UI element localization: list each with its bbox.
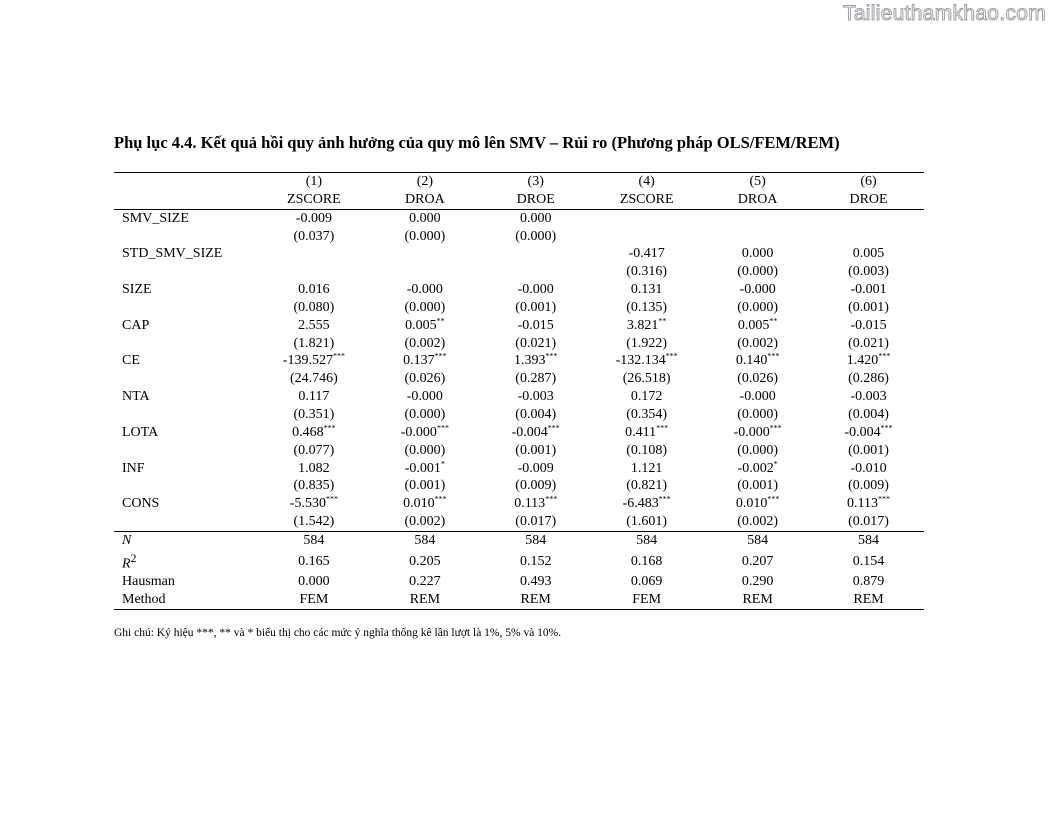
stat-label-superscript: 2: [130, 551, 137, 565]
standard-error-cell: (0.287): [515, 371, 557, 387]
variable-label: CE: [122, 353, 140, 369]
stderr-row: [114, 442, 924, 460]
coefficient-cell: [702, 209, 813, 227]
coefficient-value: -0.015: [850, 317, 887, 333]
stderr-row: [114, 228, 924, 246]
header-dependent-var: DROA: [369, 191, 480, 209]
coefficient-cell: [480, 281, 591, 299]
coefficient-cell: [702, 495, 813, 513]
coefficient-cell: [591, 317, 702, 335]
standard-error-cell: (0.026): [737, 371, 779, 387]
blank-label: [114, 513, 258, 531]
coefficient-cell: [591, 495, 702, 513]
coefficient-cell: [813, 460, 924, 478]
standard-error-cell: (0.001): [848, 442, 889, 458]
coef-row: [114, 352, 924, 370]
standard-error-cell: (1.821): [293, 335, 335, 351]
coefficient-value: -0.009: [295, 210, 332, 226]
stat-row: [114, 591, 924, 609]
coefficient-value: -0.000: [739, 389, 776, 405]
stat-value: 584: [369, 531, 480, 549]
stat-value: FEM: [258, 591, 369, 609]
variable-label: LOTA: [122, 424, 159, 440]
stat-value: 0.000: [298, 574, 330, 590]
coef-row: [114, 388, 924, 406]
coefficient-cell: [258, 245, 369, 263]
coefficient-value: -0.417: [628, 246, 665, 262]
standard-error-cell: (0.000): [404, 442, 446, 458]
stat-value: 584: [813, 531, 924, 549]
coefficient-cell: [480, 424, 591, 442]
standard-error-cell: [591, 228, 702, 246]
standard-error-cell: (0.000): [515, 228, 557, 244]
coefficient-value: 1.393: [513, 353, 546, 369]
header-col-number: (5): [702, 173, 813, 191]
coefficient-cell: [369, 317, 480, 335]
stat-value: REM: [813, 591, 924, 609]
header-blank: [114, 173, 258, 191]
stat-value: 0.227: [409, 574, 441, 590]
header-row-vars: [114, 191, 924, 209]
coefficient-cell: [591, 388, 702, 406]
coefficient-value: 0.000: [519, 210, 552, 226]
standard-error-cell: (0.037): [293, 228, 335, 244]
stat-value: 0.493: [519, 574, 552, 590]
significance-stars: ***: [656, 423, 669, 433]
standard-error-cell: (0.351): [293, 406, 335, 422]
blank-label: [114, 370, 258, 388]
standard-error-cell: (24.746): [289, 371, 338, 387]
stat-row: [114, 531, 924, 549]
significance-stars: ***: [878, 351, 891, 361]
blank-label: [114, 299, 258, 317]
coefficient-cell: [369, 209, 480, 227]
significance-stars: ***: [665, 351, 678, 361]
stat-value: 0.290: [741, 574, 774, 590]
standard-error-cell: (0.003): [848, 264, 889, 280]
coefficient-value: -132.134: [615, 353, 666, 369]
stat-value: 0.152: [519, 553, 552, 569]
standard-error-cell: [480, 263, 591, 281]
standard-error-cell: (0.002): [404, 514, 446, 530]
standard-error-cell: [369, 263, 480, 281]
coefficient-cell: [480, 388, 591, 406]
coefficient-value: -0.000: [400, 424, 437, 440]
coefficient-value: -0.009: [517, 460, 554, 476]
standard-error-cell: (0.821): [626, 478, 668, 494]
coefficient-value: 1.121: [630, 460, 663, 476]
significance-stars: ***: [767, 494, 780, 504]
stat-label: [114, 591, 258, 609]
stat-row: [114, 573, 924, 591]
appendix-title: Phụ lục 4.4. Kết quả hồi quy ảnh hưởng của quy mô lên SMV – Rủi ro (Phương pháp OLS/FEM/REM): [114, 133, 840, 152]
coefficient-cell: [813, 352, 924, 370]
standard-error-cell: (0.002): [737, 514, 779, 530]
standard-error-cell: (0.001): [404, 478, 446, 494]
standard-error-cell: [813, 228, 924, 246]
coefficient-value: 0.117: [298, 389, 330, 405]
stat-value: 0.165: [298, 553, 330, 569]
standard-error-cell: (0.077): [293, 442, 335, 458]
coefficient-cell: [369, 281, 480, 299]
standard-error-cell: (0.000): [404, 228, 446, 244]
coefficient-cell: [480, 317, 591, 335]
standard-error-cell: (0.000): [737, 299, 779, 315]
coefficient-value: -0.001: [404, 460, 441, 476]
coefficient-value: 0.010: [403, 496, 435, 512]
coefficient-cell: [258, 317, 369, 335]
coefficient-cell: [702, 317, 813, 335]
significance-stars: ***: [545, 351, 558, 361]
stat-value: 584: [480, 531, 591, 549]
blank-label: [114, 335, 258, 353]
coefficient-value: 0.005: [852, 246, 885, 262]
standard-error-cell: (0.835): [293, 478, 335, 494]
variable-label: NTA: [122, 389, 150, 405]
standard-error-cell: (1.542): [293, 514, 335, 530]
coefficient-value: 1.420: [846, 353, 879, 369]
header-blank: [114, 191, 258, 209]
standard-error-cell: (26.518): [622, 371, 671, 387]
coefficient-cell: [813, 281, 924, 299]
coefficient-cell: [591, 281, 702, 299]
coefficient-cell: [258, 424, 369, 442]
standard-error-cell: (0.009): [848, 478, 889, 494]
significance-stars: **: [436, 316, 445, 326]
stderr-row: [114, 299, 924, 317]
significance-stars: ***: [658, 494, 671, 504]
table-header: [114, 173, 924, 210]
significance-stars: **: [769, 316, 778, 326]
stat-label-text: R: [122, 556, 131, 572]
coefficient-cell: [591, 245, 702, 263]
coef-row: [114, 495, 924, 513]
standard-error-cell: (1.922): [626, 335, 668, 351]
coefficient-cell: [813, 388, 924, 406]
significance-stars: ***: [767, 351, 780, 361]
header-row-numbers: [114, 173, 924, 191]
coefficient-value: 1.082: [298, 460, 330, 476]
coefficient-value: -0.003: [850, 389, 887, 405]
coef-row: [114, 460, 924, 478]
standard-error-cell: (0.001): [848, 299, 889, 315]
standard-error-cell: (0.000): [404, 299, 446, 315]
standard-error-cell: (0.080): [293, 299, 335, 315]
header-col-number: (1): [258, 173, 369, 191]
standard-error-cell: (0.001): [737, 478, 779, 494]
standard-error-cell: (0.001): [515, 442, 557, 458]
stat-value: FEM: [591, 591, 702, 609]
variable-label: CONS: [122, 496, 160, 512]
standard-error-cell: (0.017): [515, 514, 557, 530]
table-body: [114, 209, 924, 609]
significance-stars: **: [658, 316, 667, 326]
coefficient-cell: [702, 352, 813, 370]
coefficient-value: 0.468: [292, 424, 324, 440]
stat-value: 584: [591, 531, 702, 549]
stderr-row: [114, 335, 924, 353]
stderr-row: [114, 477, 924, 495]
standard-error-cell: (0.002): [404, 335, 446, 351]
significance-stars: ***: [434, 351, 447, 361]
coefficient-cell: [369, 460, 480, 478]
standard-error-cell: (0.286): [848, 371, 889, 387]
standard-error-cell: [258, 263, 369, 281]
standard-error-cell: (0.017): [848, 514, 889, 530]
stat-value: 0.154: [852, 553, 885, 569]
standard-error-cell: (0.026): [404, 371, 446, 387]
significance-stars: ***: [323, 423, 336, 433]
coef-row: [114, 209, 924, 227]
coefficient-value: 0.131: [630, 282, 663, 298]
significance-stars: ***: [545, 494, 558, 504]
coefficient-cell: [369, 495, 480, 513]
coefficient-value: 0.137: [403, 353, 435, 369]
coefficient-cell: [591, 424, 702, 442]
coefficient-cell: [702, 424, 813, 442]
variable-label: SMV_SIZE: [122, 210, 189, 226]
standard-error-cell: (0.354): [626, 406, 668, 422]
coefficient-cell: [813, 245, 924, 263]
coefficient-cell: [702, 281, 813, 299]
stat-value: 0.205: [409, 553, 441, 569]
standard-error-cell: (0.004): [848, 406, 889, 422]
coefficient-cell: [813, 495, 924, 513]
coefficient-value: -5.530: [289, 496, 326, 512]
coefficient-value: 0.113: [514, 496, 546, 512]
blank-label: [114, 477, 258, 495]
coefficient-value: 0.411: [625, 424, 657, 440]
significance-stars: ***: [332, 351, 345, 361]
coefficient-cell: [258, 352, 369, 370]
blank-label: [114, 442, 258, 460]
coefficient-cell: [258, 281, 369, 299]
standard-error-cell: (0.009): [515, 478, 557, 494]
coefficient-cell: [369, 424, 480, 442]
variable-label: SIZE: [122, 282, 152, 298]
coefficient-value: -0.004: [844, 424, 881, 440]
coefficient-cell: [813, 317, 924, 335]
coefficient-cell: [369, 245, 480, 263]
coefficient-cell: [480, 495, 591, 513]
standard-error-cell: (0.021): [848, 335, 889, 351]
standard-error-cell: (0.001): [515, 299, 557, 315]
watermark: Tailieuthamkhao.com: [843, 2, 1046, 25]
standard-error-cell: (0.021): [515, 335, 557, 351]
coefficient-cell: [480, 245, 591, 263]
stat-value: 0.879: [852, 574, 885, 590]
coefficient-value: -0.010: [850, 460, 887, 476]
coefficient-cell: [258, 388, 369, 406]
header-col-number: (4): [591, 173, 702, 191]
coef-row: [114, 281, 924, 299]
header-dependent-var: DROA: [702, 191, 813, 209]
coefficient-value: -0.003: [517, 389, 554, 405]
coefficient-value: 2.555: [298, 317, 330, 333]
header-dependent-var: DROE: [813, 191, 924, 209]
coefficient-value: -0.000: [739, 282, 776, 298]
coefficient-value: -6.483: [622, 496, 659, 512]
header-dependent-var: ZSCORE: [591, 191, 702, 209]
coefficient-value: 0.000: [741, 246, 774, 262]
coef-row: [114, 424, 924, 442]
stat-value: 0.069: [630, 574, 663, 590]
coefficient-cell: [480, 209, 591, 227]
significance-stars: ***: [769, 423, 782, 433]
coef-row: [114, 245, 924, 263]
regression-table: [114, 172, 924, 610]
coefficient-value: 0.140: [735, 353, 768, 369]
variable-label: CAP: [122, 317, 150, 333]
coefficient-cell: [702, 245, 813, 263]
stat-label: [114, 573, 258, 591]
significance-stars: ***: [878, 494, 891, 504]
stderr-row: [114, 263, 924, 281]
significance-stars: ***: [434, 494, 447, 504]
header-dependent-var: DROE: [480, 191, 591, 209]
standard-error-cell: (0.135): [626, 299, 668, 315]
coefficient-value: -0.000: [406, 282, 443, 298]
coefficient-value: -0.001: [850, 282, 887, 298]
stderr-row: [114, 370, 924, 388]
coefficient-cell: [813, 209, 924, 227]
coefficient-cell: [813, 424, 924, 442]
significance-stars: ***: [547, 423, 560, 433]
significance-stars: ***: [325, 494, 338, 504]
blank-label: [114, 228, 258, 246]
standard-error-cell: (0.000): [737, 406, 779, 422]
coefficient-value: -0.000: [406, 389, 443, 405]
coefficient-value: 0.172: [630, 389, 663, 405]
stat-value: REM: [369, 591, 480, 609]
variable-label: STD_SMV_SIZE: [122, 246, 223, 262]
standard-error-cell: (0.004): [515, 406, 557, 422]
coefficient-cell: [258, 460, 369, 478]
blank-label: [114, 263, 258, 281]
header-col-number: (2): [369, 173, 480, 191]
stat-label-text: Method: [122, 592, 166, 608]
coefficient-value: -0.000: [733, 424, 770, 440]
standard-error-cell: (1.601): [626, 514, 668, 530]
coefficient-value: -0.000: [517, 282, 554, 298]
coefficient-value: 0.005: [737, 317, 770, 333]
coefficient-cell: [702, 388, 813, 406]
coefficient-cell: [480, 460, 591, 478]
stat-label-text: Hausman: [122, 574, 175, 590]
stderr-row: [114, 406, 924, 424]
coefficient-value: 0.016: [298, 282, 330, 298]
stat-value: 584: [702, 531, 813, 549]
significance-stars: ***: [880, 423, 893, 433]
footnote: Ghi chú: Ký hiệu ***, ** và * biểu thị cho các mức ý nghĩa thống kê lần lượt là 1%, 5% và 10%.: [114, 627, 562, 639]
significance-stars: ***: [436, 423, 449, 433]
coefficient-value: 0.005: [405, 317, 437, 333]
coefficient-cell: [591, 209, 702, 227]
standard-error-cell: [702, 228, 813, 246]
standard-error-cell: (0.000): [737, 442, 779, 458]
coefficient-cell: [591, 352, 702, 370]
standard-error-cell: (0.316): [626, 264, 668, 280]
header-col-number: (6): [813, 173, 924, 191]
stat-label: [114, 550, 258, 574]
standard-error-cell: (0.000): [737, 264, 779, 280]
stat-label-text: N: [122, 532, 132, 548]
coefficient-value: 0.010: [735, 496, 768, 512]
header-col-number: (3): [480, 173, 591, 191]
standard-error-cell: (0.108): [626, 442, 668, 458]
stat-value: 584: [258, 531, 369, 549]
significance-stars: *: [440, 458, 445, 468]
coefficient-value: 0.113: [847, 496, 879, 512]
stderr-row: [114, 513, 924, 531]
coefficient-value: -0.015: [517, 317, 554, 333]
stat-value: REM: [702, 591, 813, 609]
coefficient-cell: [369, 388, 480, 406]
coefficient-value: 3.821: [626, 317, 659, 333]
coefficient-value: -139.527: [282, 353, 333, 369]
stat-value: 0.168: [630, 553, 663, 569]
stat-label: [114, 531, 258, 549]
significance-stars: *: [773, 458, 778, 468]
coefficient-value: 0.000: [409, 210, 441, 226]
coef-row: [114, 317, 924, 335]
coefficient-value: -0.004: [511, 424, 548, 440]
variable-label: INF: [122, 460, 145, 476]
coefficient-value: -0.002: [737, 460, 774, 476]
coefficient-cell: [702, 460, 813, 478]
stat-value: 0.207: [741, 553, 774, 569]
standard-error-cell: (0.000): [404, 406, 446, 422]
coefficient-cell: [591, 460, 702, 478]
stat-row: [114, 550, 924, 574]
coefficient-cell: [258, 495, 369, 513]
coefficient-cell: [258, 209, 369, 227]
coefficient-cell: [480, 352, 591, 370]
header-dependent-var: ZSCORE: [258, 191, 369, 209]
standard-error-cell: (0.002): [737, 335, 779, 351]
blank-label: [114, 406, 258, 424]
coefficient-cell: [369, 352, 480, 370]
stat-value: REM: [480, 591, 591, 609]
